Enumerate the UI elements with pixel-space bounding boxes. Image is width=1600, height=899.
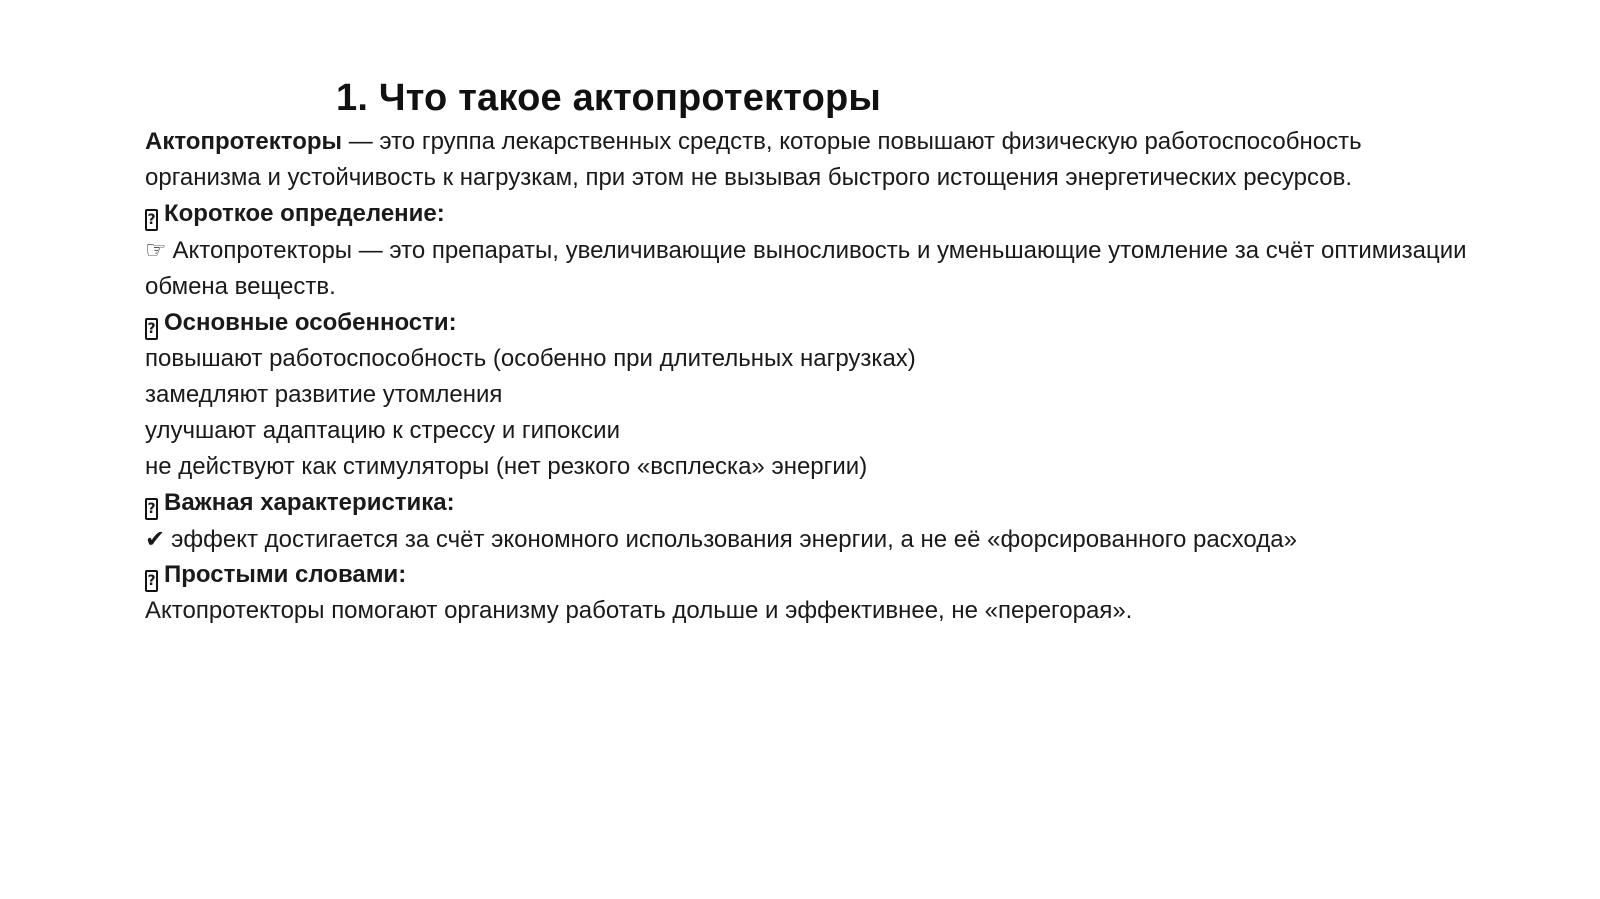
slide-body [145,124,1475,629]
intro-term: Актопротекторы [145,128,343,155]
page-title: 1. Что такое актопротекторы [336,77,882,119]
list-item: замедляют развитие утомления [145,381,503,408]
pointing-hand-icon: ☞ [145,236,167,264]
simple-words-heading [145,557,1475,593]
check-mark-icon: ✔ [145,525,166,553]
list-item: повышают работоспособность (особенно при длительных нагрузках) [145,345,916,372]
short-definition-body: Актопротекторы — это препараты, увеличивающие выносливость и уменьшающие утомление за счёт оптимизации обмена веществ. [145,237,1467,300]
simple-words-text: Актопротекторы помогают организму работать дольше и эффективнее, не «перегорая». [145,597,1133,624]
simple-words-heading-text: Простыми словами: [164,561,407,588]
key-characteristic-heading [145,485,1475,521]
short-definition-heading-text: Короткое определение: [164,200,445,227]
intro-text: — это группа лекарственных средств, которые повышают физическую работоспособность организма и устойчивость к нагрузкам, при этом не вызывая быстрого истощения энергетических ресурсов. [145,128,1362,191]
key-characteristic-text [145,521,1475,557]
missing-glyph-icon: ? [145,498,158,520]
missing-glyph-icon: ? [145,318,158,340]
intro-paragraph [145,124,1475,196]
missing-glyph-icon: ? [145,209,158,231]
list-item: улучшают адаптацию к стрессу и гипоксии [145,417,620,444]
features-heading-text: Основные особенности: [164,309,457,336]
key-characteristic-heading-text: Важная характеристика: [164,489,455,516]
short-definition-text [145,232,1475,305]
missing-glyph-icon: ? [145,570,158,592]
key-characteristic-body: эффект достигается за счёт экономного использования энергии, а не её «форсированного расхода» [171,526,1297,553]
short-definition-heading [145,196,1475,232]
list-item: не действуют как стимуляторы (нет резкого «всплеска» энергии) [145,453,868,480]
features-heading [145,305,1475,341]
